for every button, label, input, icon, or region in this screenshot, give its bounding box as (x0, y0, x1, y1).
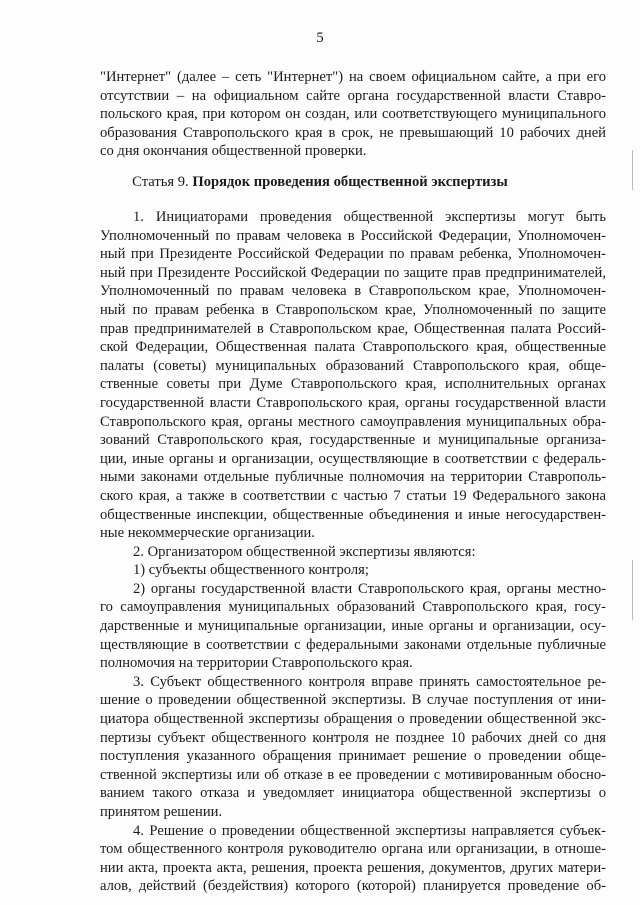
text-line: поступления указанного обращения принимает решение о проведении обще- (100, 748, 606, 765)
text-line: циатора общественной экспертизы обращения о проведении общественной экс- (100, 711, 606, 728)
text-line: польского края, при котором он создан, или соответствующего муниципального (100, 106, 606, 123)
article-body (100, 208, 606, 896)
text-line: палаты (советы) муниципальных образований Ставропольского края, обще- (100, 357, 606, 374)
text-line: алов, действий (бездействия) которого (которой) планируется проведение об- (100, 878, 606, 895)
text-line: ской Федерации, Общественная палата Ставропольского края, общественные (100, 339, 606, 356)
text-line: ственной экспертизы или об отказе в ее проведении с мотивированным обосно- (100, 766, 606, 783)
text-line: нии акта, проекта акта, решения, проекта решения, документов, других матери- (100, 859, 606, 876)
text-line: го самоуправления муниципальных образований Ставропольского края, госу- (100, 599, 606, 616)
text-line: ными законами отдельные публичные полномочия на территории Ставрополь- (100, 469, 606, 486)
text-line: ственные советы при Думе Ставропольского края, исполнительных органах (100, 376, 606, 393)
text-line: шение о проведении общественной экспертизы. В случае поступления от ини- (100, 692, 606, 709)
text-line: пертизы субъект общественного контроля не позднее 10 рабочих дней со дня (100, 729, 606, 746)
text-line: 1) субъекты общественного контроля; (133, 562, 369, 579)
text-line: том общественного контроля руководителю органа или организации, в отноше- (100, 841, 606, 858)
article-number: Статья 9. (132, 174, 193, 190)
text-line: ванием такого отказа и уведомляет инициатора общественной экспертизы о (100, 785, 606, 802)
text-line: общественные инспекции, общественные объединения и иные негосударствен- (100, 506, 606, 523)
article-heading (0, 174, 640, 191)
article-title: Порядок проведения общественной экспертизы (192, 174, 508, 190)
text-line: 2. Организатором общественной экспертизы являются: (133, 543, 476, 560)
text-line: со дня окончания общественной проверки. (100, 143, 367, 160)
text-line: ный по правам ребенка в Ставропольском крае, Уполномоченный по защите (100, 301, 606, 318)
text-line: 4. Решение о проведении общественной экспертизы направляется субъек- (133, 822, 606, 839)
text-line: отсутствии – на официальном сайте органа государственной власти Ставро- (100, 87, 606, 104)
text-line: государственной власти Ставропольского края, органы государственной власти (100, 394, 606, 411)
text-line: дарственные и муниципальные организации, иные органы и организации, осу- (100, 618, 606, 635)
text-line: образования Ставропольского края в срок, не превышающий 10 рабочих дней (100, 124, 606, 141)
text-line: Ставропольского края, органы местного самоуправления муниципальных обра- (100, 413, 606, 430)
page-number: 5 (316, 30, 324, 46)
text-line: ные некоммерческие организации. (100, 525, 315, 542)
text-line: ции, иные органы и организации, осуществляющие в соответствии с федераль- (100, 450, 606, 467)
intro-paragraph (100, 68, 606, 161)
text-line: 2) органы государственной власти Ставропольского края, органы местно- (133, 580, 606, 597)
text-line: ный при Президенте Российской Федерации по защите прав предпринимателей, (100, 264, 606, 281)
text-line: принятом решении. (100, 804, 223, 820)
text-line: 1. Инициаторами проведения общественной экспертизы могут быть (133, 209, 606, 225)
text-line: зований Ставропольского края, государственные и муниципальные организа- (100, 432, 606, 449)
text-line: "Интернет" (далее – сеть "Интернет") на своем официальном сайте, а при его (100, 69, 606, 85)
text-line: Уполномоченный по правам человека в Ставропольском крае, Уполномочен- (100, 283, 606, 300)
scan-edge-mark (632, 560, 633, 620)
text-line: полномочия на территории Ставропольского края. (100, 655, 413, 672)
text-line: прав предпринимателей в Ставропольском крае, Общественная палата Россий- (100, 320, 606, 337)
scan-edge-mark (632, 150, 633, 190)
text-line: 3. Субъект общественного контроля вправе принять самостоятельное ре- (133, 673, 606, 690)
text-line: ского края, а также в соответствии с частью 7 статьи 19 Федерального закона (100, 487, 606, 504)
text-line: ный при Президенте Российской Федерации по правам ребенка, Уполномочен- (100, 246, 606, 263)
text-line: ществляющие в соответствии с федеральными законами отдельные публичные (100, 636, 606, 653)
text-line: Уполномоченный по правам человека в Российской Федерации, Уполномочен- (100, 227, 606, 244)
